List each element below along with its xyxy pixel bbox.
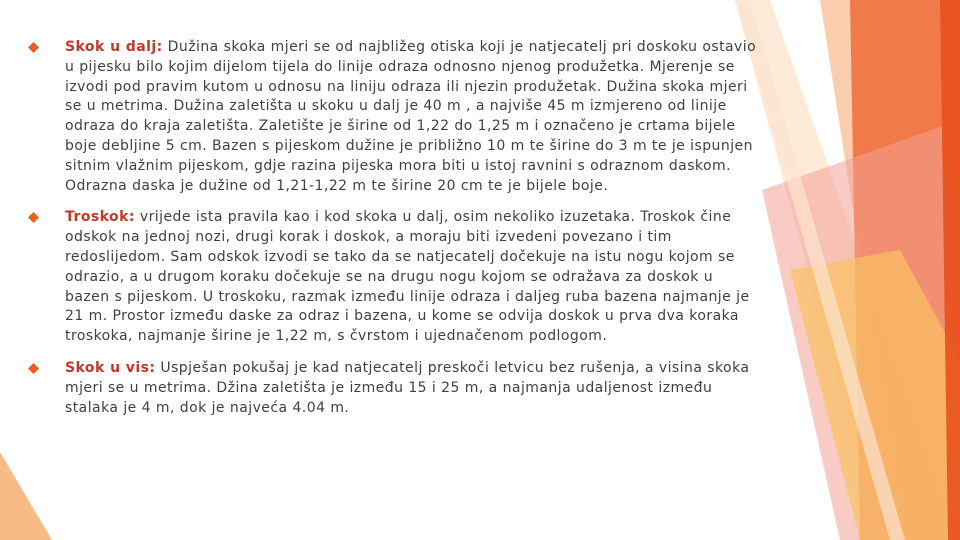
bottom-left-triangle [0,452,52,540]
term-description: Dužina skoka mjeri se od najbližeg otiska koji je natjecatelj pri doskoku ostavio u pijesku bilo kojim dijelom tijela do linije odraza odnosno njenog produžetka. Mjerenje se izvodi pod pravim kutom u odnosu na liniju odraza ili njezin produžetak. Dužina skoka mjeri se u metrima. Dužina zaletišta u skoku u dalj je 40 m , a najviše 45 m izmjereno od linije odraza do kraja zaletišta. Zaletište je širine od 1,22 do 1,25 m i označeno je crtama bijele boje debljine 5 cm. Bazen s pijeskom dužine je približno 10 m te širine do 3 m te je ispunjen sitnim vlažnim pijeskom, gdje razina pijeska mora biti u istoj ravnini s odraznom daskom. Odrazna daska je dužine od 1,21-1,22 m te širine 20 cm te je bijele boje. [65,39,757,194]
list-item [28,38,758,196]
term-label: Skok u dalj: [65,39,163,55]
diamond-bullet-icon [28,363,39,374]
diamond-bullet-icon [28,42,39,53]
bullet-list [28,38,758,430]
diamond-bullet-icon [28,212,39,223]
list-item [28,359,758,418]
term-label: Skok u vis: [65,359,156,376]
list-item [28,208,758,347]
term-description: vrijede ista pravila kao i kod skoka u dalj, osim nekoliko izuzetaka. Troskok čine odskok na jednoj nozi, drugi korak i doskok, a moraju biti izvedeni povezano i tim redoslijedom. Sam odskok izvodi se tako da se natjecatelj dočekuje na istu nogu kojom se odrazio, a u drugom koraku dočekuje se na drugu nogu kojom se odražava za doskok u bazen s pijeskom. U troskoku, razmak između linije odraza i daljeg ruba bazena najmanje je 21 m. Prostor između daske za odraz i bazena, u kome se odvija doskok u prva dva koraka troskoka, najmanje širine je 1,22 m, s čvrstom i ujednačenom podlogom. [65,209,750,345]
term-description: Uspješan pokušaj je kad natjecatelj preskoči letvicu bez rušenja, a visina skoka mjeri se u metrima. Džina zaletišta je između 15 i 25 m, a najmanja udaljenost između stalaka je 4 m, dok je najveća 4.04 m. [65,359,750,416]
term-label: Troskok: [65,209,135,226]
